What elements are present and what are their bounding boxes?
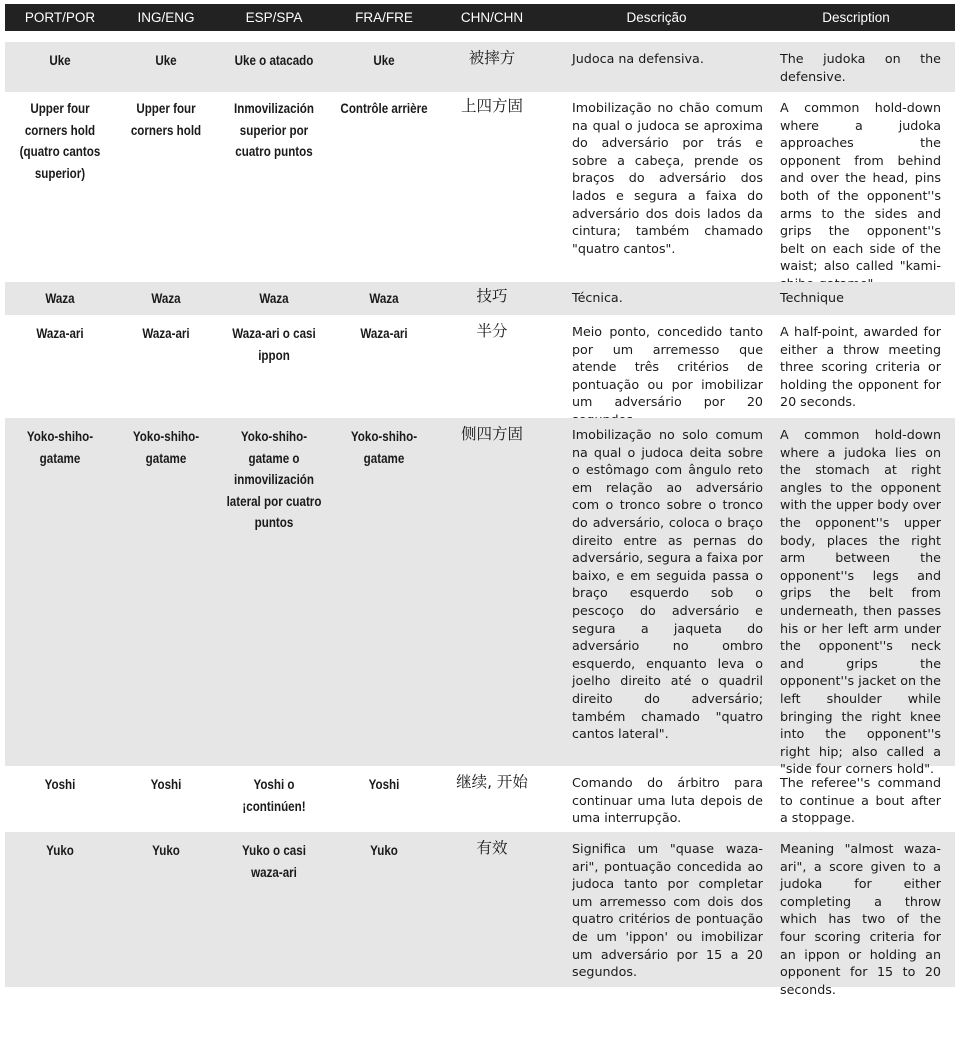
cell-port: Waza — [45, 291, 75, 306]
cell-port: Yuko — [46, 843, 74, 858]
cell-descricao: Técnica. — [572, 290, 623, 305]
cell-descricao: Comando do árbitro para continuar uma luta depois de uma interrupção. — [572, 775, 763, 826]
cell-description: The referee''s command to continue a bout after a stoppage. — [780, 775, 941, 826]
header-description: Description — [822, 10, 890, 25]
cell-esp: Yoko-shiho-gatame o inmovilización lateral por cuatro puntos — [226, 429, 322, 530]
cell-port: Yoko-shiho-gatame — [26, 429, 94, 466]
cell-description: Technique — [780, 290, 844, 305]
cell-port: Yoshi — [44, 777, 76, 792]
cell-ing: Yuko — [152, 843, 180, 858]
cell-chn: 有效 — [476, 839, 508, 857]
cell-descricao: Imobilização no solo comum na qual o judoca deita sobre o estômago com ângulo reto em relação ao adversário com o tronco sobre o tronco do adversário, coloca o braço direito entre as pernas do adversário, segura a faixa por baixo, e em seguida passa o braço esquerdo sob o pescoço do adversário e segura a jaqueta do adversário no ombro esquerdo, enquanto leva o joelho direito até o quadril direito do adversário; também chamado "quatro cantos lateral". — [572, 427, 763, 742]
cell-fra: Waza-ari — [360, 326, 408, 341]
cell-port: Upper four corners hold (quatro cantos superior) — [19, 101, 101, 181]
cell-esp: Waza — [259, 291, 289, 306]
header-esp: ESP/SPA — [245, 10, 303, 25]
header-descricao: Descrição — [626, 10, 687, 25]
cell-ing: Yoshi — [150, 777, 182, 792]
table-row — [5, 42, 955, 92]
cell-chn: 侧四方固 — [460, 425, 523, 443]
cell-chn: 技巧 — [476, 287, 508, 305]
header-fra: FRA/FRE — [355, 10, 413, 25]
cell-ing: Waza-ari — [142, 326, 190, 341]
cell-description: A common hold-down where a judoka lies on the stomach at right angles to the opponent with the upper body over the opponent''s upper body, places the right arm between the opponent''s legs and grips the belt from underneath, then passes his or her left arm under the opponent''s neck and grips the opponent''s jacket on the left shoulder while bringing the right knee into the opponent''s right hip; also called a "side four corners hold". — [780, 427, 941, 777]
cell-fra: Yuko — [370, 843, 398, 858]
table-row — [5, 418, 955, 777]
cell-description: The judoka on the defensive. — [780, 51, 941, 84]
cell-port: Uke — [49, 53, 71, 68]
cell-esp: Yuko o casi waza-ari — [242, 843, 306, 880]
cell-chn: 继续, 开始 — [456, 773, 528, 791]
cell-description: Meaning "almost waza-ari", a score given to a judoka for either completing a throw which has two of the four scoring criteria for an ippon or holding an opponent for 15 to 20 seconds. — [780, 841, 941, 997]
cell-ing: Uke — [155, 53, 177, 68]
cell-description: A half-point, awarded for either a throw meeting three scoring criteria or holding the opponent for 20 seconds. — [780, 324, 941, 410]
cell-esp: Uke o atacado — [234, 53, 314, 68]
cell-esp: Yoshi o ¡continúen! — [242, 777, 306, 814]
cell-fra: Uke — [373, 53, 395, 68]
header-ing: ING/ENG — [137, 10, 195, 25]
cell-fra: Yoshi — [368, 777, 400, 792]
cell-ing: Upper four corners hold — [130, 101, 202, 138]
cell-descricao: Meio ponto, concedido tanto por um arremesso que atende três critérios de pontuação ou por imobilizar um adversário por 20 — [572, 324, 763, 410]
table-row — [5, 282, 955, 315]
cell-chn: 上四方固 — [460, 97, 523, 115]
header-chn: CHN/CHN — [460, 10, 524, 25]
cell-port: Waza-ari — [36, 326, 84, 341]
cell-descricao: Judoca na defensiva. — [572, 51, 704, 66]
cell-ing: Yoko-shiho-gatame — [132, 429, 200, 466]
cell-description: A common hold-down where a judoka approaches the opponent from behind and over the head, pins both of the opponent''s arms to the sides and grips the opponent''s belt on each side of the waist; also called "kami- — [780, 100, 941, 274]
table-header — [5, 4, 955, 31]
cell-esp: Waza-ari o casi ippon — [232, 326, 316, 363]
table-row — [5, 766, 955, 832]
cell-esp: Inmovilización superior por cuatro puntos — [233, 101, 315, 159]
header-port: PORT/POR — [24, 10, 96, 25]
cell-fra: Contrôle arrière — [340, 101, 428, 116]
cell-descricao: Imobilização no chão comum na qual o judoca se aproxima do adversário por trás e sobre a cabeça, prende os braços do adversário dos lados e segura a faixa do adversário dos dois lados da cintura; também chamado "quatro cantos". — [572, 100, 763, 256]
cell-chn: 被摔方 — [468, 49, 516, 67]
cell-chn: 半分 — [476, 322, 508, 340]
cell-ing: Waza — [151, 291, 181, 306]
table-row — [5, 315, 955, 418]
table-row — [5, 92, 955, 280]
cell-fra: Yoko-shiho-gatame — [350, 429, 418, 466]
cell-fra: Waza — [369, 291, 399, 306]
table-row — [5, 832, 955, 997]
cell-descricao: Significa um "quase waza-ari", pontuação concedida ao judoca tanto por completar um arremesso com dois dos quatro critérios de pontuação de um 'ippon' ou imobilizar um adversário por 15 a 20 segundos. — [572, 841, 763, 980]
